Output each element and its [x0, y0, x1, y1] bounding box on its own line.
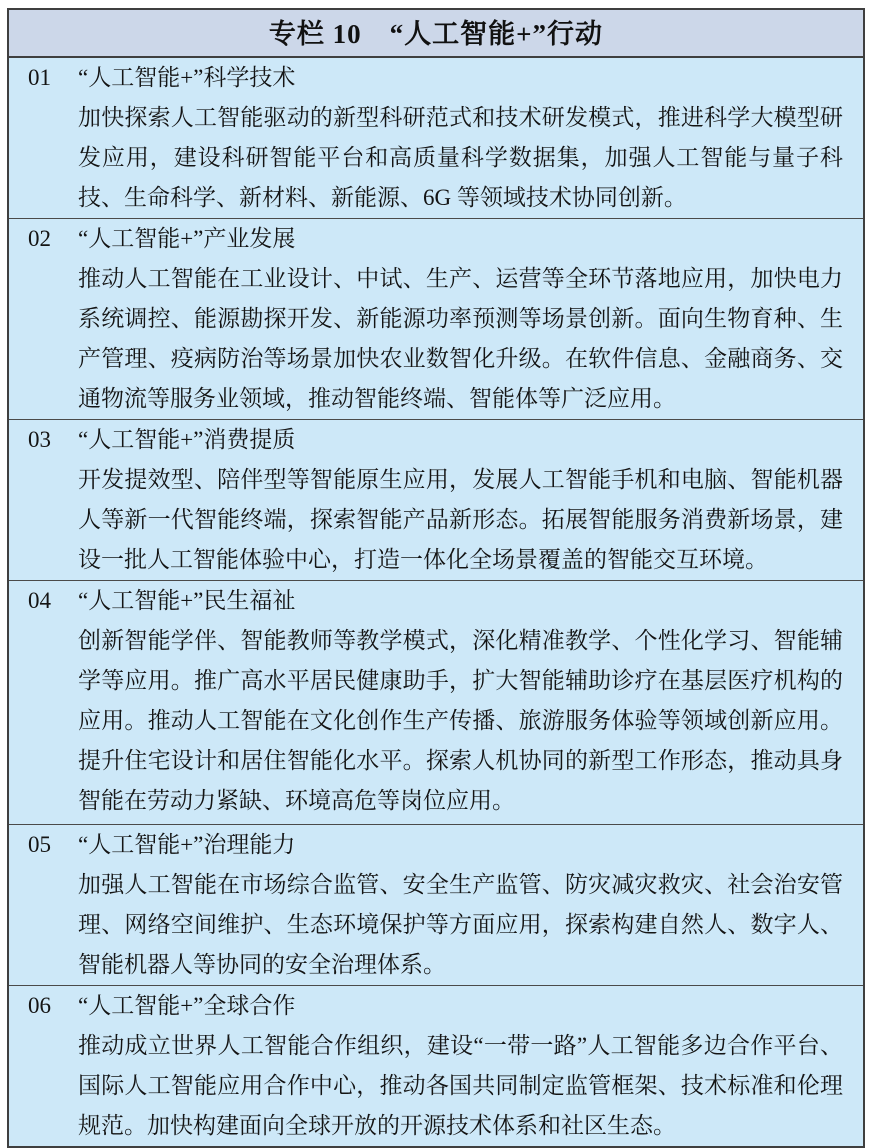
ai-plus-action-table [7, 8, 865, 1148]
section-title: “人工智能+”消费提质 [78, 427, 296, 452]
section-06 [9, 985, 863, 1146]
section-05 [9, 824, 863, 985]
section-number: 06 [28, 993, 51, 1018]
section-body: 创新智能学伴、智能教师等教学模式，深化精准教学、个性化学习、智能辅学等应用。推广高水平居民健康助手，扩大智能辅助诊疗在基层医疗机构的应用。推动人工智能在文化创作生产传播、旅游服务体验等领域创新应用。提升住宅设计和居住智能化水平。探索人机协同的新型工作形态，推动具身智能在劳动力紧缺、环境高危等岗位应用。 [78, 628, 843, 813]
section-01 [9, 58, 863, 218]
section-03 [9, 419, 863, 580]
section-number: 05 [28, 832, 51, 857]
section-number: 01 [28, 65, 51, 90]
section-number: 03 [28, 427, 51, 452]
section-title: “人工智能+”产业发展 [78, 226, 296, 251]
table-title: 专栏 10 “人工智能+”行动 [9, 10, 863, 58]
section-body: 加强人工智能在市场综合监管、安全生产监管、防灾减灾救灾、社会治安管理、网络空间维护、生态环境保护等方面应用，探索构建自然人、数字人、智能机器人等协同的安全治理体系。 [78, 872, 843, 977]
section-number: 04 [28, 588, 51, 613]
section-number: 02 [28, 226, 51, 251]
section-title: “人工智能+”治理能力 [78, 832, 296, 857]
section-body: 推动成立世界人工智能合作组织，建设“一带一路”人工智能多边合作平台、国际人工智能应用合作中心，推动各国共同制定监管框架、技术标准和伦理规范。加快构建面向全球开放的开源技术体系和社区生态。 [78, 1033, 843, 1138]
section-title: “人工智能+”民生福祉 [78, 588, 296, 613]
section-title: “人工智能+”科学技术 [78, 65, 296, 90]
section-title: “人工智能+”全球合作 [78, 993, 296, 1018]
section-04 [9, 580, 863, 824]
section-body: 开发提效型、陪伴型等智能原生应用，发展人工智能手机和电脑、智能机器人等新一代智能终端，探索智能产品新形态。拓展智能服务消费新场景，建设一批人工智能体验中心，打造一体化全场景覆盖的智能交互环境。 [78, 467, 843, 572]
section-body: 加快探索人工智能驱动的新型科研范式和技术研发模式，推进科学大模型研发应用，建设科研智能平台和高质量科学数据集，加强人工智能与量子科技、生命科学、新材料、新能源、6G 等领域技术协同创新。 [78, 105, 843, 210]
section-02 [9, 218, 863, 419]
section-body: 推动人工智能在工业设计、中试、生产、运营等全环节落地应用，加快电力系统调控、能源勘探开发、新能源功率预测等场景创新。面向生物育种、生产管理、疫病防治等场景加快农业数智化升级。在软件信息、金融商务、交通物流等服务业领域，推动智能终端、智能体等广泛应用。 [78, 266, 843, 411]
